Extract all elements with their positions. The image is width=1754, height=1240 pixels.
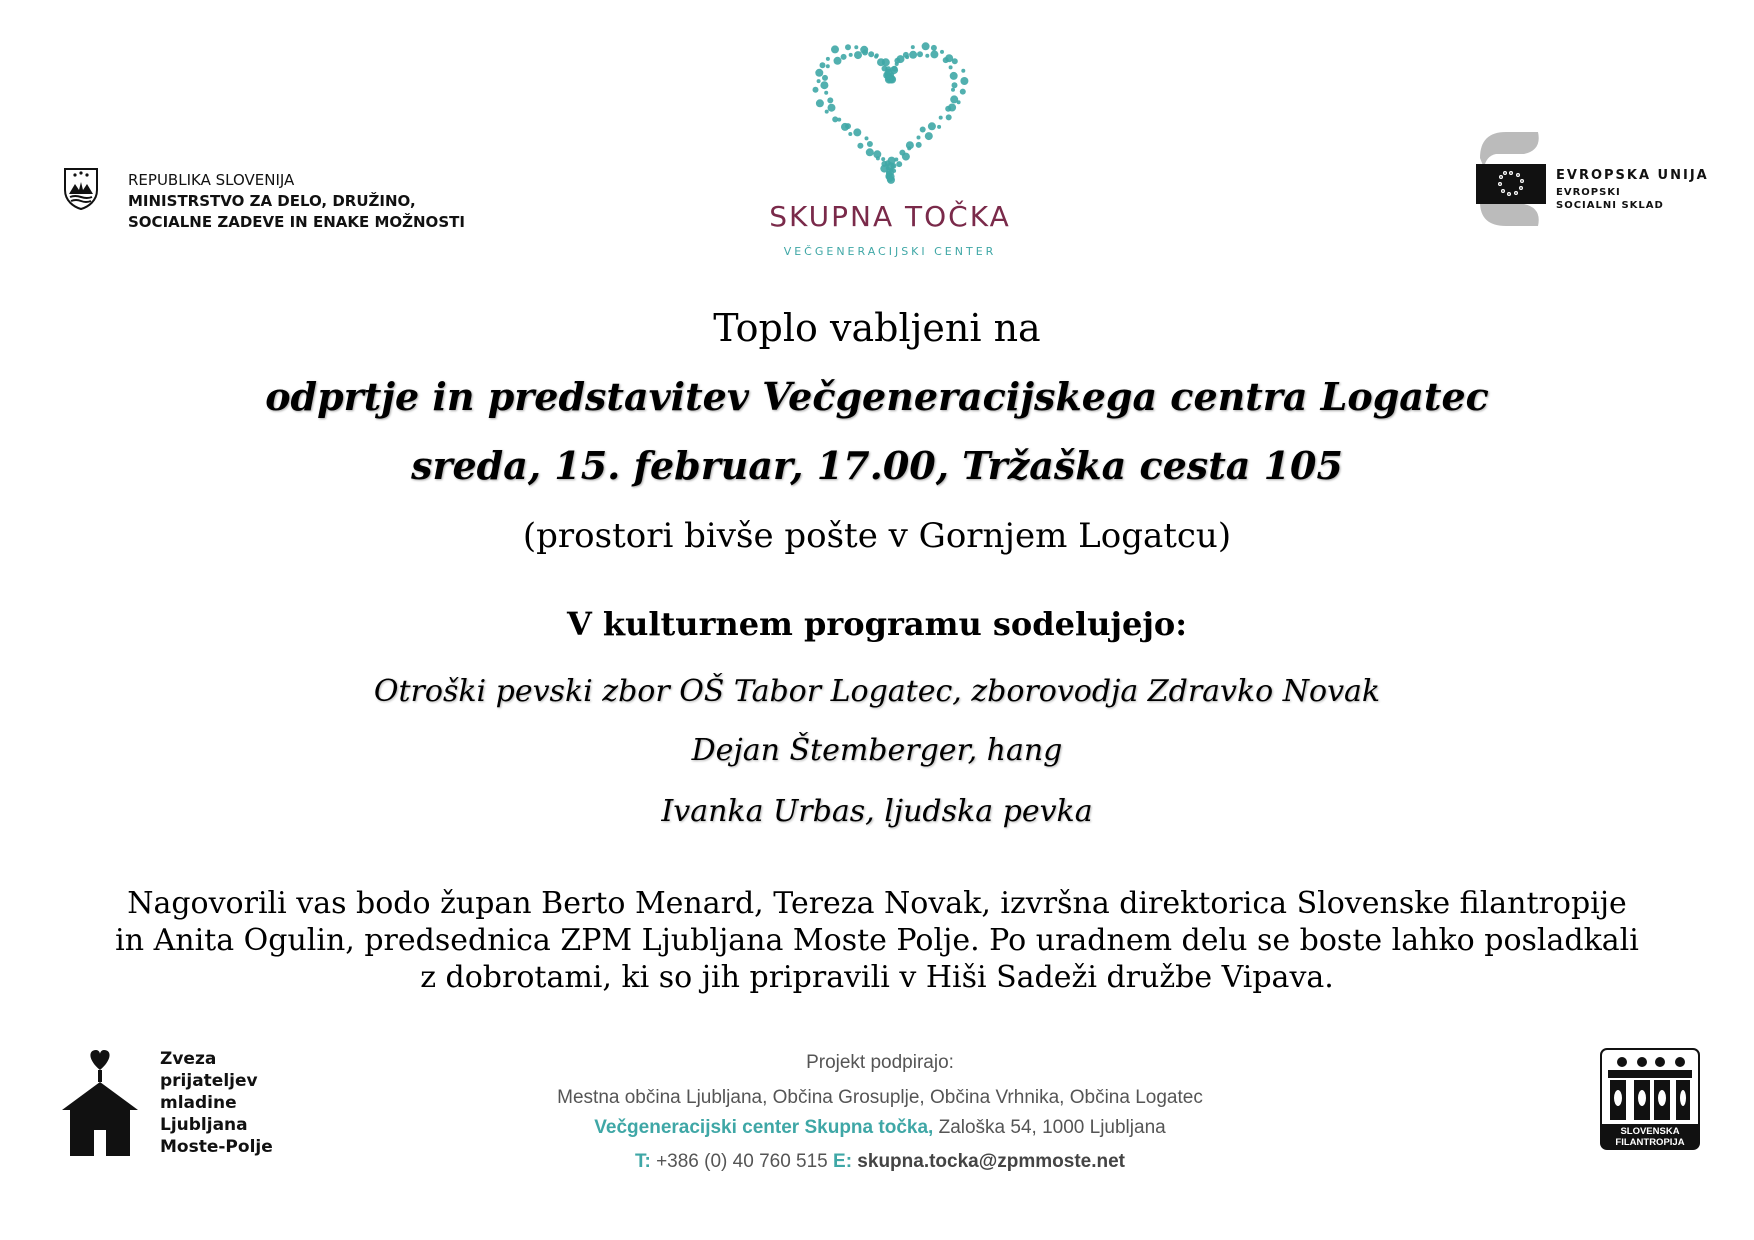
heart-dot: [875, 53, 879, 57]
heart-dot: [848, 132, 852, 136]
center-address: Zaloška 54, 1000 Ljubljana: [933, 1117, 1166, 1138]
slovenia-crest-icon: [64, 168, 98, 210]
heart-dot: [902, 153, 910, 161]
heart-dot: [920, 127, 926, 133]
filantropija-line2: FILANTROPIJA: [1615, 1137, 1685, 1148]
heart-dot: [937, 125, 941, 129]
contact-line: [450, 1149, 1310, 1175]
heart-dot: [834, 57, 842, 65]
heart-dot: [860, 46, 868, 54]
heart-dot: [826, 64, 830, 68]
zpm-name: Zveza prijateljev mladine Ljubljana Moste-Polje: [160, 1049, 273, 1157]
heart-dot: [952, 82, 958, 88]
heart-dot: [890, 66, 898, 74]
heart-dot: [922, 42, 930, 50]
heart-dot: [896, 161, 902, 167]
heart-dot: [881, 161, 887, 167]
heart-dot: [845, 44, 851, 50]
heart-dot: [930, 50, 938, 58]
heart-dot: [817, 79, 821, 83]
heart-dot: [849, 53, 853, 57]
heart-dot: [948, 104, 956, 112]
dotted-heart-icon: [800, 40, 980, 190]
heart-dot: [939, 116, 943, 120]
email-address[interactable]: skupna.tocka@zpmmoste.net: [852, 1151, 1126, 1172]
heart-dot: [865, 136, 869, 140]
performer-item: Ivanka Urbas, ljudska pevka: [661, 794, 1093, 829]
heart-dot: [813, 87, 819, 93]
heart-dot: [946, 114, 952, 120]
speakers-paragraph: Nagovorili vas bodo župan Berto Menard, Tereza Novak, izvršna direktorica Slovenske filantropije in Anita Ogulin, predsednica ZPM Ljubljana Moste Polje. Po uradnem delu se boste lahko posladkali z dobrotami, ki so jih pripravili v Hiši Sadeži družbe Vipava.: [115, 886, 1639, 995]
heart-dot: [949, 65, 953, 69]
heart-dot: [903, 52, 909, 58]
program-heading: V kulturnem programu sodelujejo:: [566, 605, 1188, 643]
heart-dot: [925, 54, 929, 58]
heart-dot: [867, 141, 873, 147]
center-name: Večgeneracijski center Skupna točka,: [594, 1117, 934, 1138]
center-address-line: [450, 1115, 1310, 1141]
event-location-note: (prostori bivše pošte v Gornjem Logatcu): [522, 516, 1232, 556]
ministry-line-republic: REPUBLIKA SLOVENIJA: [128, 171, 295, 189]
filantropija-line1: SLOVENSKA: [1620, 1126, 1680, 1137]
heart-dot: [854, 45, 858, 49]
performer-item: Dejan Štemberger, hang: [691, 733, 1063, 768]
email-label: E:: [833, 1151, 853, 1172]
heart-dot: [815, 69, 823, 77]
event-title: odprtje in predstavitev Večgeneracijskega centra Logatec: [265, 374, 1489, 419]
phone-label: T:: [634, 1151, 651, 1172]
heart-dot: [866, 148, 874, 156]
supporters-label: Projekt podpirajo:: [806, 1052, 954, 1073]
event-date-place: sreda, 15. februar, 17.00, Tržaška cesta 105: [411, 443, 1343, 488]
phone-number: +386 (0) 40 760 515: [650, 1151, 834, 1172]
project-supporters: [450, 1050, 1310, 1175]
supporters-list: Mestna občina Ljubljana, Občina Grosuplje, Občina Vrhnika, Občina Logatec: [557, 1087, 1203, 1108]
skupna-tocka-logo: [760, 40, 1020, 265]
heart-dot: [854, 51, 862, 59]
logo-subtitle: VEČGENERACIJSKI CENTER: [783, 245, 997, 258]
heart-dot: [820, 62, 826, 68]
heart-dot: [853, 128, 861, 136]
heart-dot: [917, 136, 921, 140]
heart-dot: [868, 51, 874, 57]
heart-dot: [820, 81, 828, 89]
heart-dot: [881, 157, 885, 161]
heart-dot: [911, 45, 915, 49]
heart-dot: [857, 143, 863, 149]
heart-dot: [889, 80, 893, 84]
house-heart-icon: [60, 1048, 140, 1156]
heart-dot: [909, 51, 917, 59]
heart-dot: [825, 110, 829, 114]
eu-title: EVROPSKA UNIJA: [1556, 168, 1709, 183]
heart-dot: [960, 77, 968, 85]
heart-dot: [824, 91, 828, 95]
heart-dot: [928, 122, 936, 130]
heart-dot: [841, 123, 849, 131]
slovenska-filantropija-logo: [1600, 1048, 1700, 1150]
heart-dot: [826, 57, 830, 61]
heart-dot: [916, 142, 922, 148]
heart-dot: [822, 75, 828, 81]
heart-dot: [950, 72, 958, 80]
heart-dot: [831, 45, 839, 53]
heart-dot: [940, 50, 944, 54]
ministry-line-name-2: SOCIALNE ZADEVE IN ENAKE MOŽNOSTI: [128, 213, 465, 231]
heart-dot: [907, 146, 911, 150]
heart-dot: [960, 89, 966, 95]
heart-dot: [886, 175, 890, 179]
invitation-greeting: Toplo vabljeni na: [713, 306, 1041, 350]
ministry-line-name: MINISTRSTVO ZA DELO, DRUŽINO,: [128, 192, 416, 210]
heart-dot: [885, 74, 891, 80]
logo-name: SKUPNA TOČKA: [769, 200, 1011, 233]
performer-item: Otroški pevski zbor OŠ Tabor Logatec, zborovodja Zdravko Novak: [373, 674, 1381, 709]
heart-dot: [816, 99, 824, 107]
eu-logo: [1476, 128, 1736, 228]
eu-flag-icon: [1476, 128, 1546, 228]
heart-dot: [882, 58, 890, 66]
ministry-logo: [64, 166, 464, 236]
zpm-logo: [60, 1048, 320, 1168]
heart-dot: [832, 116, 838, 122]
heart-dot: [917, 51, 923, 57]
eu-subtitle: EVROPSKI SOCIALNI SKLAD: [1556, 187, 1664, 211]
heart-dot: [952, 58, 958, 64]
heart-dot: [876, 156, 880, 160]
heart-dot: [885, 66, 891, 72]
heart-dot: [841, 54, 847, 60]
heart-dot: [931, 45, 937, 51]
heart-dot: [925, 132, 933, 140]
heart-dot: [828, 104, 836, 112]
heart-dot: [961, 69, 965, 73]
heart-dot: [827, 97, 833, 103]
heart-dot: [951, 88, 955, 92]
heart-dot: [957, 100, 961, 104]
